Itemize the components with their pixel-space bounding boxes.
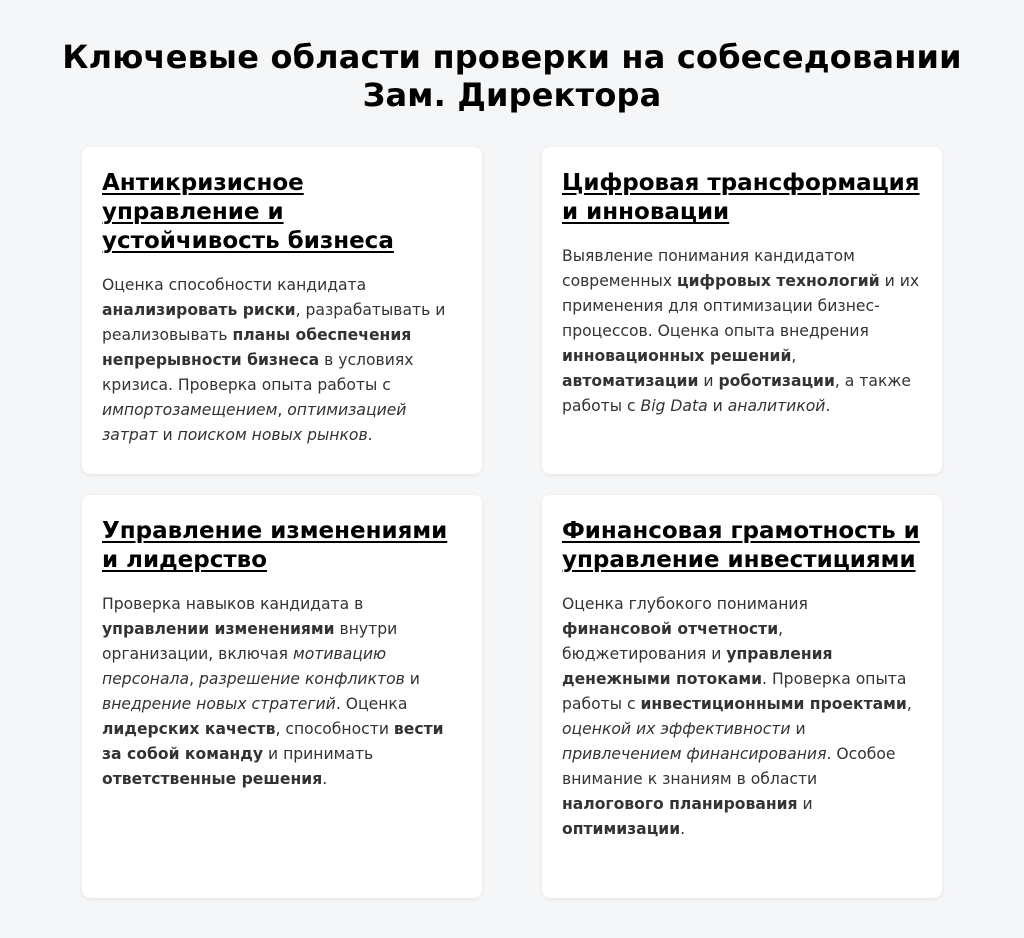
page-title-line-1: Ключевые области проверки на собеседовании xyxy=(62,38,962,76)
emphasis-italic: разрешение конфликтов xyxy=(199,670,405,688)
text-run: , xyxy=(277,401,288,419)
card-financial-literacy xyxy=(542,495,942,898)
emphasis-bold: ответственные решения xyxy=(102,770,323,788)
text-run: и xyxy=(157,426,178,444)
text-run: и xyxy=(790,720,806,738)
emphasis-italic: оптимизацией затрат xyxy=(102,401,407,444)
emphasis-bold: вести за собой команду xyxy=(102,720,444,763)
emphasis-italic: поиском новых рынков xyxy=(177,426,368,444)
card-title: Управление изменениями и лидерство xyxy=(102,518,448,573)
emphasis-italic: привлечением финансирования xyxy=(562,745,827,763)
text-run: Выявление понимания кандидатом современных xyxy=(562,247,855,290)
text-run: , xyxy=(791,347,797,365)
text-run: Проверка навыков кандидата в xyxy=(102,595,364,613)
emphasis-bold: инновационных решений xyxy=(562,347,792,365)
card-body xyxy=(102,273,462,448)
emphasis-bold: управления денежными потоками xyxy=(562,645,833,688)
text-run: , а также работы с xyxy=(562,372,912,415)
emphasis-bold: роботизации xyxy=(718,372,835,390)
text-run: . Проверка опыта работы с xyxy=(562,670,907,713)
text-run: . xyxy=(367,426,373,444)
emphasis-bold: оптимизации xyxy=(562,820,681,838)
card-digital-transformation xyxy=(542,147,942,474)
emphasis-bold: планы обеспечения непрерывности бизнеса xyxy=(102,326,412,369)
text-run: , xyxy=(906,695,912,713)
text-run: . Особое внимание к знаниям в области xyxy=(562,745,896,788)
page-title-line-2: Зам. Директора xyxy=(362,76,662,114)
text-run: , бюджетирования и xyxy=(562,620,784,663)
emphasis-italic: импортозамещением xyxy=(102,401,278,419)
text-run: , разрабатывать и реализовывать xyxy=(102,301,446,344)
text-run: и xyxy=(404,670,420,688)
emphasis-italic: аналитикой xyxy=(727,397,826,415)
text-run: и их применения для оптимизации бизнес-процессов. Оценка опыта внедрения xyxy=(562,272,920,340)
card-title: Антикризисное управление и устойчивость бизнеса xyxy=(102,170,394,254)
card-crisis-management xyxy=(82,147,482,474)
text-run: и xyxy=(797,795,813,813)
card-body xyxy=(562,592,922,842)
text-run: и xyxy=(698,372,719,390)
text-run: , xyxy=(189,670,199,688)
card-title: Цифровая трансформация и инновации xyxy=(562,170,920,225)
text-run: . xyxy=(322,770,328,788)
emphasis-italic: мотивацию персонала xyxy=(102,645,387,688)
text-run: в условиях кризиса. Проверка опыта работы с xyxy=(102,351,414,394)
emphasis-bold: финансовой отчетности xyxy=(562,620,779,638)
text-run: . xyxy=(825,397,831,415)
text-run: , способности xyxy=(275,720,394,738)
page-title xyxy=(40,38,984,114)
emphasis-italic: оценкой их эффективности xyxy=(562,720,791,738)
card-change-leadership xyxy=(82,495,482,898)
card-body xyxy=(562,244,922,419)
text-run: . Оценка xyxy=(335,695,408,713)
emphasis-italic: внедрение новых стратегий xyxy=(102,695,336,713)
emphasis-bold: управлении изменениями xyxy=(102,620,335,638)
text-run: внутри организации, включая xyxy=(102,620,398,663)
emphasis-bold: налогового планирования xyxy=(562,795,798,813)
text-run: . xyxy=(680,820,686,838)
text-run: и xyxy=(707,397,728,415)
emphasis-bold: цифровых технологий xyxy=(677,272,880,290)
emphasis-bold: инвестиционными проектами xyxy=(640,695,907,713)
emphasis-italic: Big Data xyxy=(640,397,708,415)
text-run: Оценка способности кандидата xyxy=(102,276,367,294)
card-title: Финансовая грамотность и управление инвестициями xyxy=(562,518,920,573)
card-body xyxy=(102,592,462,792)
emphasis-bold: автоматизации xyxy=(562,372,699,390)
emphasis-bold: лидерских качеств xyxy=(102,720,276,738)
text-run: и принимать xyxy=(263,745,374,763)
emphasis-bold: анализировать риски xyxy=(102,301,296,319)
text-run: Оценка глубокого понимания xyxy=(562,595,808,613)
